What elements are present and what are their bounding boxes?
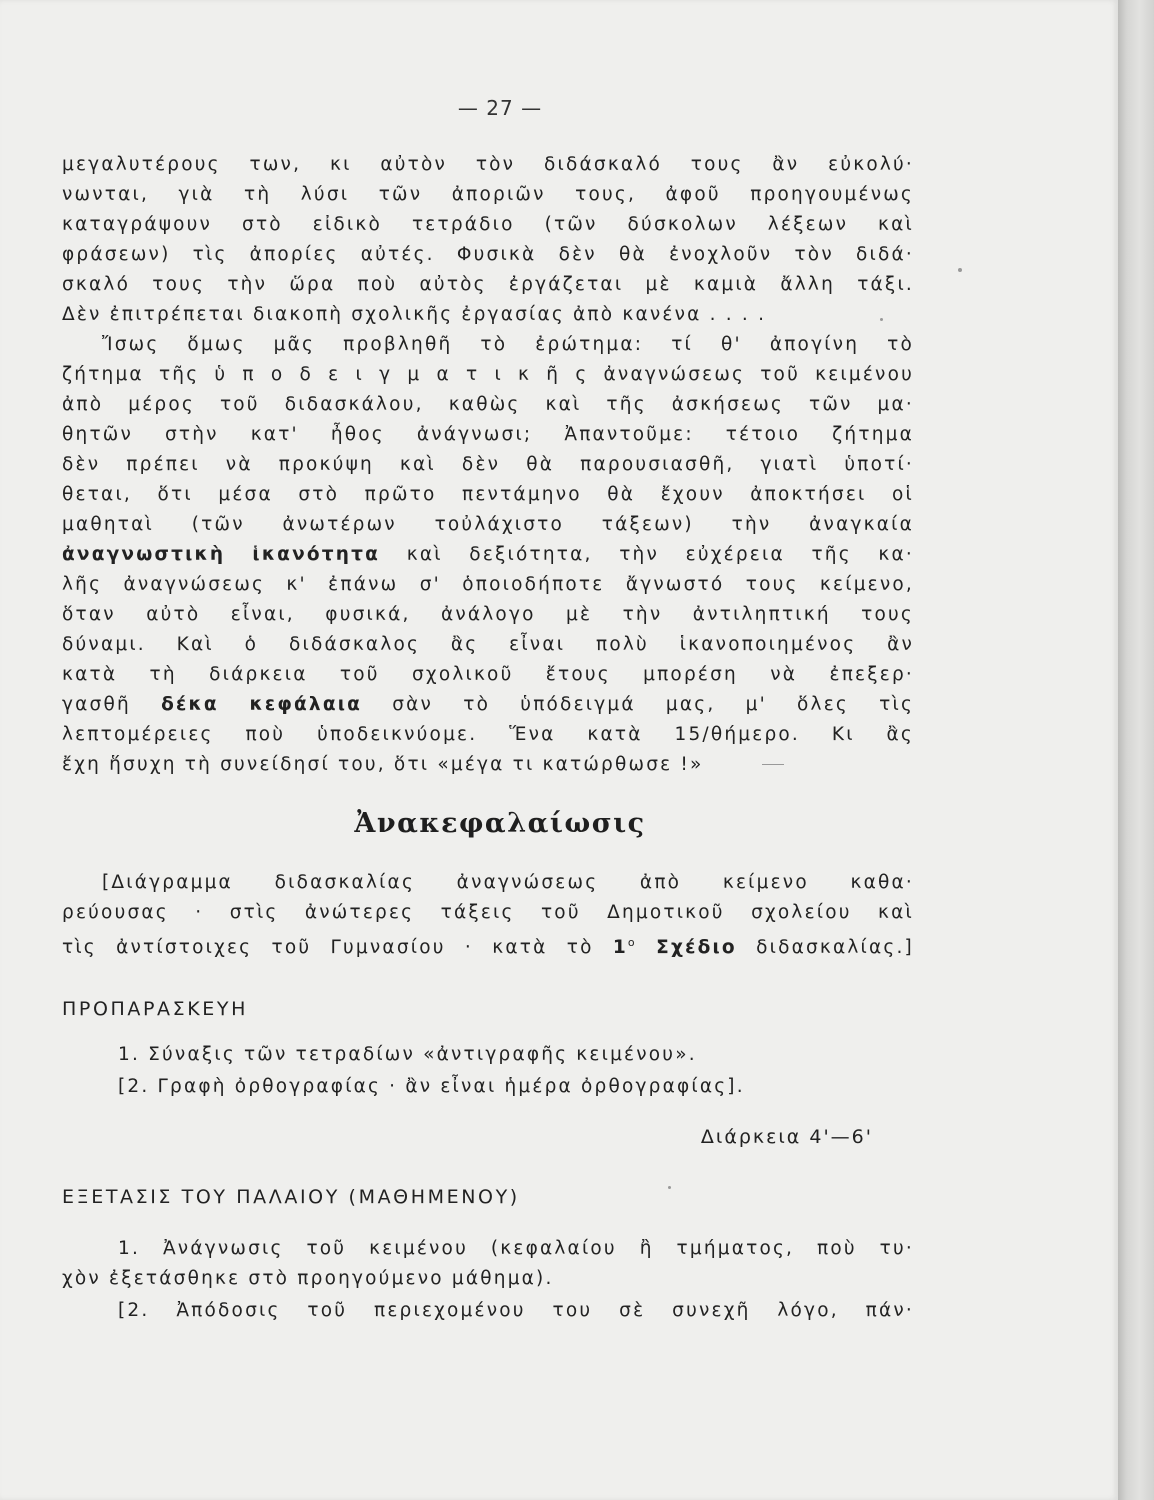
section-title-examination: ΕΞΕΤΑΣΙΣ ΤΟΥ ΠΑΛΑΙΟΥ (ΜΑΘΗΜΕΝΟΥ) [62, 1186, 520, 1208]
text-line: μεγαλυτέρους των, κι αὐτὸν τὸν διδάσκαλό τους ἂν εὐκολύ· [62, 154, 914, 175]
text-line: νωνται, γιὰ τὴ λύσι τῶν ἀποριῶν τους, ἀφοῦ προηγουμένως [62, 184, 914, 205]
paragraph-continued [62, 150, 914, 330]
list-item [118, 1296, 914, 1326]
bold-phrase: ἀναγνωστικὴ ἱκανότητα [62, 544, 381, 565]
page-number: — 27 — [457, 96, 543, 120]
text-line: σκαλό τους τὴν ὥρα ποὺ αὐτὸς ἐργάζεται μὲ καμιὰ ἄλλη τάξι. [62, 274, 914, 295]
text-line: [Διάγραμμα διδασκαλίας ἀναγνώσεως ἀπὸ κείμενο καθα· [102, 872, 914, 893]
text-line: [2. Ἀπόδοσις τοῦ περιεχομένου του σὲ συνεχῆ λόγο, πάν· [118, 1300, 914, 1321]
page-edge [1118, 0, 1154, 1500]
text-line: ρεύουσας · στὶς ἀνώτερες τάξεις τοῦ Δημοτικοῦ σχολείου καὶ [62, 902, 914, 923]
bold-phrase: Σχέδιο [656, 937, 737, 959]
ink-mark [762, 764, 784, 765]
text-line: 1. Ἀνάγνωσις τοῦ κειμένου (κεφαλαίου ἢ τμήματος, ποὺ τυ· [118, 1238, 914, 1259]
text-line: μαθηταὶ (τῶν ἀνωτέρων τοὐλάχιστο τάξεων) τὴν ἀναγκαία [62, 514, 914, 535]
text-line: λεπτομέρειες ποὺ ὑποδεικνύομε. Ἕνα κατὰ 15/θήμερο. Κι ἂς [62, 724, 914, 745]
text-line: κατὰ τὴ διάρκεια τοῦ σχολικοῦ ἔτους μπορέση νὰ ἐπεξερ· [62, 664, 914, 685]
text-line: ἀναγνωστικὴ ἱκανότητα καὶ δεξιότητα, τὴν εὐχέρεια τῆς κα· [62, 544, 914, 565]
summary-block [62, 868, 914, 958]
list-item: 1. Σύναξις τῶν τετραδίων «ἀντιγραφῆς κειμένου». [118, 1044, 697, 1065]
text-line: καταγράψουν στὸ εἰδικὸ τετράδιο (τῶν δύσκολων λέξεων καὶ [62, 214, 914, 235]
list-item-continued [62, 1264, 914, 1294]
text-line: λῆς ἀναγνώσεως κ' ἐπάνω σ' ὁποιοδήποτε ἄγνωστό τους κείμενο, [62, 574, 914, 595]
text-line: Ἴσως ὅμως μᾶς προβληθῆ τὸ ἐρώτημα: τί θ' ἀπογίνη τὸ [102, 334, 914, 355]
speck [668, 1186, 671, 1189]
list-item [118, 1234, 914, 1264]
text-line: δύναμι. Καὶ ὁ διδάσκαλος ἂς εἶναι πολὺ ἱκανοποιημένος ἂν [62, 634, 914, 655]
duration-label: Διάρκεια 4'—6' [700, 1126, 873, 1148]
bold-phrase: δέκα κεφάλαια [161, 694, 363, 715]
text-line: τὶς ἀντίστοιχες τοῦ Γυμνασίου · κατὰ τὸ $1^o$ Σχέδιο διδασκαλίας.] [62, 936, 914, 959]
text-line: Δὲν ἐπιτρέπεται διακοπὴ σχολικῆς ἐργασίας ἀπὸ κανένα . . . . [62, 304, 767, 325]
text-line: φράσεων) τὶς ἀπορίες αὐτές. Φυσικὰ δὲν θὰ ἐνοχλοῦν τὸν διδά· [62, 244, 914, 265]
speck [958, 268, 962, 272]
text-line: δὲν πρέπει νὰ προκύψη καὶ δὲν θὰ παρουσιασθῆ, γιατὶ ὑποτί· [62, 454, 914, 475]
text-line: θεται, ὅτι μέσα στὸ πρῶτο πεντάμηνο θὰ ἔχουν ἀποκτήσει οἱ [62, 484, 914, 505]
text-line: ἔχη ἥσυχη τὴ συνείδησί του, ὅτι «μέγα τι κατώρθωσε !» [62, 754, 704, 775]
text-line: θητῶν στὴν κατ' ἦθος ἀνάγνωσι; Ἀπαντοῦμε: τέτοιο ζήτημα [62, 424, 914, 445]
text-line: ἀπὸ μέρος τοῦ διδασκάλου, καθὼς καὶ τῆς ἀσκήσεως τῶν μα· [62, 394, 914, 415]
section-title-preparation: ΠΡΟΠΑΡΑΣΚΕΥΗ [62, 998, 249, 1020]
text-line: χὸν ἐξετάσθηκε στὸ προηγούμενο μάθημα). [62, 1268, 554, 1289]
paragraph-main [62, 330, 914, 780]
text-line: ὅταν αὐτὸ εἶναι, φυσικά, ἀνάλογο μὲ τὴν ἀντιληπτική τους [62, 604, 914, 625]
text-line: γασθῆ δέκα κεφάλαια σὰν τὸ ὑπόδειγμά μας, μ' ὅλες τὶς [62, 694, 914, 715]
speck [880, 318, 883, 321]
text-line: ζήτημα τῆς ὑ π ο δ ε ι γ μ α τ ι κ ῆ ς ἀναγνώσεως τοῦ κειμένου [62, 364, 914, 385]
section-heading: Ἀνακεφαλαίωσις [354, 808, 646, 839]
list-item: [2. Γραφὴ ὀρθογραφίας · ἂν εἶναι ἡμέρα ὀρθογραφίας]. [118, 1076, 745, 1097]
